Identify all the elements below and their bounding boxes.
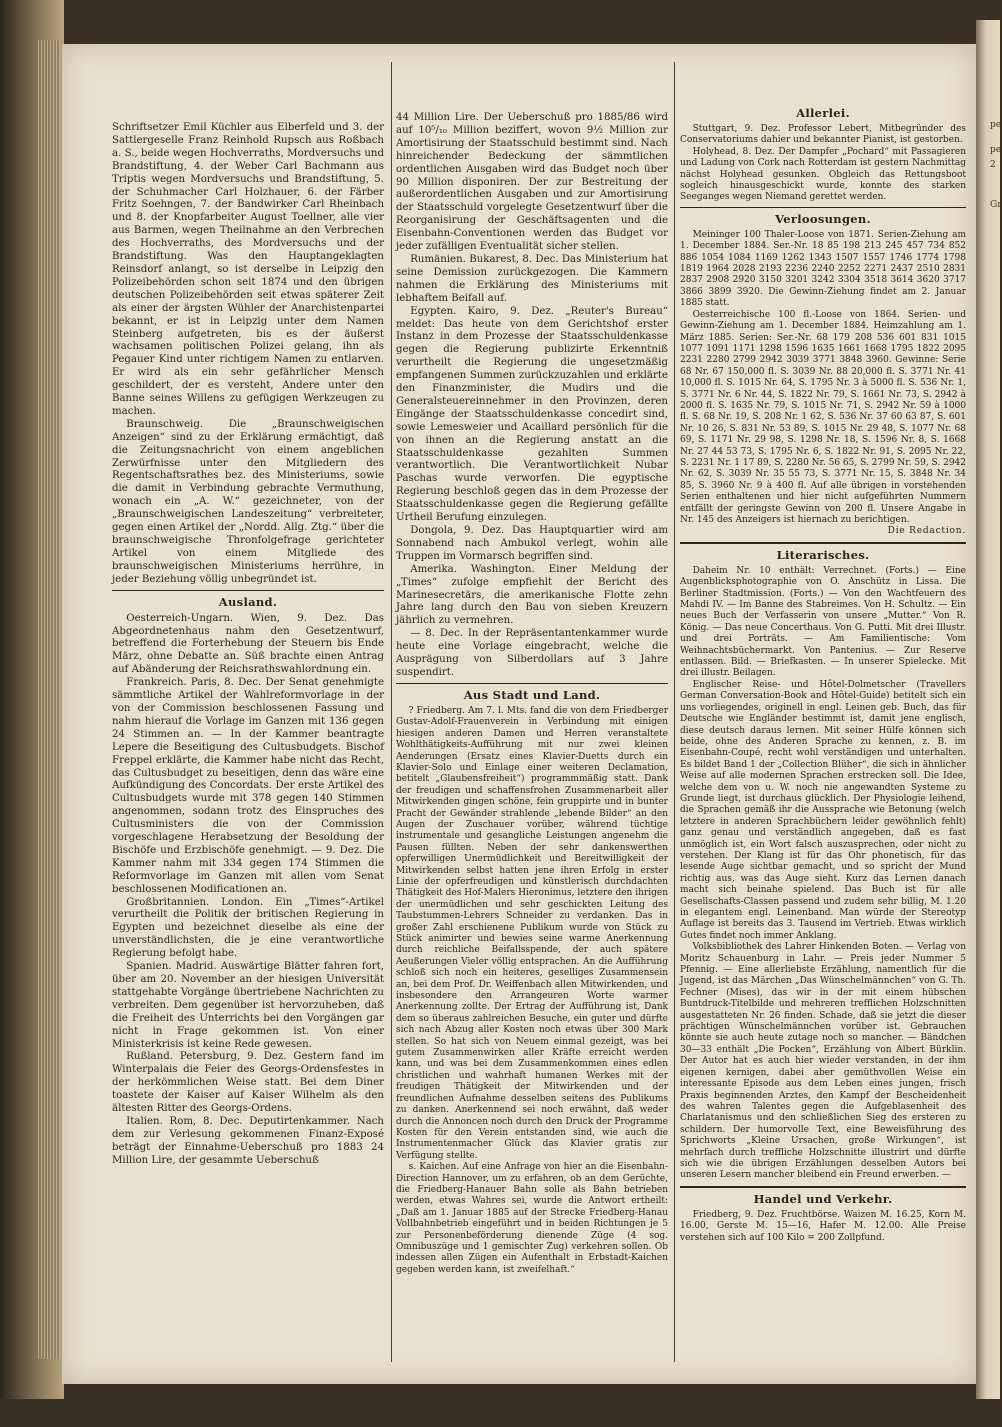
article-kaichen: s. Kaichen. Auf eine Anfrage von hier an die Eisenbahn-Direction Hannover, um zu erfahren, ob an dem Gerüchte, die Friedberg-Hanauer Bahn solle als Bahn betrieben werden, etwas Wahres sei, wurde die Antwort ertheilt: „Daß am 1. Januar 1885 auf der Strecke Friedberg-Hanau Vollbahnbetrieb eingeführt und in beiden Richtungen je 5 zur Personenbeförderung dienende Züge (4 sog. Omnibuszüge und 1 gemischter Zug) verkehren sollen. Ob indessen allen Zügen ein Aufenthalt in Erbstadt-Kaichen gegeben werden kann, ist zweifelhaft.“ xyxy=(396,1162,668,1275)
adjacent-page-edge xyxy=(976,20,1000,1399)
article-dongola: Dongola, 9. Dez. Das Hauptquartier wird am Sonnabend nach Ambukol verlegt, wohin alle Truppen im Vormarsch begriffen sind. xyxy=(396,525,668,562)
article-stuttgart: Stuttgart, 9. Dez. Professor Lebert, Mitbegründer des Conservatoriums dahier und bekannter Pianist, ist gestorben. xyxy=(680,124,966,146)
editorial-signature: Die Redaction. xyxy=(887,526,966,537)
article-fruchtboerse: Friedberg, 9. Dez. Fruchtbörse. Waizen M. 16.25, Korn M. 16.00, Gerste M. 15—16, Hafer M. 12.00. Alle Preise verstehen sich auf 100 Kilo = 200 Zollpfund. xyxy=(680,1209,966,1243)
review-volksbibliothek: Volksbibliothek des Lahrer Hinkenden Boten. — Verlag von Moritz Schauenburg in Lahr. — Preis jeder Nummer 5 Pfennig. — Eine allerliebste Erzählung, namentlich für die Jugend, ist das Märchen „Das Wünschelmännchen“ von G. Th. Fechner (Mises), das wir in der mit einem hübschen Buntdruck-Titelbilde und mehreren trefflichen Holzschnitten ausgestatteten Nr. 26 finden. Schade, daß sie jetzt die dieser prächtigen Wünschelmännchen vorüber ist. Gebrauchen könnte sie auch heute zutage noch so mancher. — Bändchen 30—33 enthält „Die Pocken“, Erzählung von Albert Bürklin. Der Autor hat es auch hier wieder verstanden, in der ihm eigenen kernigen, dabei aber gemüthvollen Weise ein interessante Episode aus dem Leben eines jungen, frisch Praxis beginnenden Arztes, den Kampf der Bescheidenheit des wahren Talentes gegen die Aufgeblasenheit des Charlatanismus und den schließlichen Sieg des ersteren zu schildern. Der humorvolle Text, eine Beweisführung des Sprichworts „Kleine Ursachen, große Wirkungen“, ist mehrfach durch treffliche Holzschnitte illustrirt und dürfte sich wie die übrigen Erzählungen desselben Autors bei unseren Lesern mancher bleibend ein Freund erwerben. — xyxy=(680,942,966,1181)
article-oesterreich: Oesterreich-Ungarn. Wien, 9. Dez. Das Abgeordnetenhaus nahm den Gesetzentwurf, betreffend die Forterhebung der Steuern bis Ende März, ohne Debatte an. Süß brachte einen Antrag auf Abänderung der Reichsrathswahlordnung ein. xyxy=(112,612,384,676)
article-amerika: Amerika. Washington. Einer Meldung der „Times“ zufolge empfiehlt der Bericht des Marinesecretärs, die amerikanische Flotte zehn Jahre lang durch den Bau von sieben Kreuzern jährlich zu vermehren. xyxy=(396,563,668,627)
divider xyxy=(680,1186,966,1188)
adjacent-text: pe xyxy=(990,145,1002,155)
adjacent-text: pe xyxy=(990,120,1002,130)
column-2 xyxy=(396,112,668,1367)
article-spanien: Spanien. Madrid. Auswärtige Blätter fahren fort, über am 20. November an der hiesigen Universität stattgehabte Vorgänge übertriebene Nachrichten zu verbreiten. Dem gegenüber ist hervorzuheben, daß die Freiheit des Unterrichts bei den Vorgängen gar nicht in Frage gekommen ist. Von einer Ministerkrisis ist keine Rede gewesen. xyxy=(112,961,384,1050)
article-rumaenien: Rumänien. Bukarest, 8. Dec. Das Ministerium hat seine Demission zurückgezogen. Die Kammern nahmen die Erklärung des Ministeriums mit lebhaftem Beifall auf. xyxy=(396,253,668,304)
divider xyxy=(680,207,966,208)
column-separator xyxy=(391,62,392,1362)
article-holyhead: Holyhead, 8. Dez. Der Dampfer „Pochard“ mit Passagieren und Ladung von Cork nach Rotterdam ist gestern Nachmittag nächst Holyhead gesunken. Obgleich das Rettungsboot sogleich hinausgeschickt wurde, konnte des starken Seeganges wegen Niemand gerettet werden. xyxy=(680,146,966,203)
section-heading-allerlei: Allerlei. xyxy=(796,106,850,120)
article-amerika-2: — 8. Dec. In der Repräsentantenkammer wurde heute eine Vorlage eingebracht, welche die Ausprägung von Silberdollars auf 3 Jahre suspendirt. xyxy=(396,628,668,678)
column-1 xyxy=(112,122,384,1427)
article-continuation: Schriftsetzer Emil Küchler aus Elberfeld und 3. der Sattlergeselle Franz Reinhold Rupsch aus Roßbach a. S., beide wegen Hochverraths, Mordversuchs und Brandstiftung, 4. der Weber Carl Bachmann aus Triptis wegen Mordversuchs und Brandstiftung, 5. der Schuhmacher Carl Holzhauer, 6. der Färber Fritz Soehngen, 7. der Bandwirker Carl Rheinbach und 8. der Knopfarbeiter August Toellner, alle vier aus Barmen, wegen Theilnahme an den Verbrechen des Hochverraths, des Mordversuchs und der Brandstiftung. Was den Hauptangeklagten Reinsdorf anlangt, so ist derselbe in Leipzig den Polizeibehörden schon seit 1874 und den übrigen deutschen Polizeibehörden seit etwas späterer Zeit als einer der ärgsten Wühler der Anarchistenpartei bekannt, er ist in Leipzig unter dem Namen Steinberg aufgetreten, bis es der äußerst wachsamen politischen Polizei gelang, ihn als Pegauer Kind unter richtigem Namen zu entlarven. Er wird als ein sehr gefährlicher Mensch geschildert, der es versteht, Andere unter den Banne seines Willens zu gefügigen Werkzeugen zu machen. xyxy=(112,122,384,417)
book-left-page-stack xyxy=(0,0,64,1399)
review-daheim: Daheim Nr. 10 enthält: Verrechnet. (Forts.) — Eine Augenblicksphotographie von O. Anschütz in Lissa. Die Berliner Stadtmission. (Forts.) — Von den Wachtfeuern des Mahdi IV. — Im Banne des Stabreimes. Von H. Schultz. — Ein neues Buch der Verfasserin von unsere „Mutter.“ Von R. König. — Das neue Concerthaus. Von G. Putti. Mit drei Illustr. und drei Porträts. — Am Familientische: Vom Weihnachtsbüchermarkt. Von Pantenius. — Zur Reserve entlassen. Bild. — Briefkasten. — In unserer Spielecke. Mit drei illustr. Beilagen. xyxy=(680,565,966,679)
article-italien-continued: 44 Million Lire. Der Ueberschuß pro 1885/86 wird auf 10⁵/₁₀ Million beziffert, wovon 9½ Million zur Amortisirung der Staatsschuld bestimmt sind. Nach hinreichender Bedeckung der sämmtlichen ordentlichen Ausgaben wird das Budget noch über 90 Million disponiren. Der zur Bestreitung der außerordentlichen Ausgaben und zur Amortisirung der Staatsschuld vorgelegte Gesetzentwurf über die Reorganisirung der Geschäftsagenten und die Eisenbahn-Conventionen werden das Budget vor jeder zufälligen Eventualität sicher stellen. xyxy=(396,112,668,253)
section-heading-stadt-und-land: Aus Stadt und Land. xyxy=(463,687,601,702)
review-dolmetscher: Englischer Reise- und Hôtel-Dolmetscher (Travellers German Conversation-Book and Hôtel-Guide) betitelt sich ein uns vorliegendes, originell in engl. Leinen geb. Buch, das für Deutsche wie Engländer bestimmt ist, damit jene englisch, diese deutsch daraus lernen. Mit seiner Hülfe können sich beide, ohne des Anderen Sprache zu kennen, z. B. im Eisenbahn-Coupé, recht wohl verständigen und unterhalten. Es bildet Band 1 der „Collection Blüher“, die sich in ähnlicher Weise auf alle modernen Sprachen erstrecken soll. Die Idee, welche dem von u. W. noch nie angewandten Systeme zu Grunde liegt, ist durchaus glücklich. Der Physiologie leihend, die Sprachen gemäß ihr die Aussprache wie Betonung (welch letztere in anderen Sprachbüchern leider gewöhnlich fehlt) ganz genau und verständlich angegeben, daß es fast unmöglich ist, ein Wort falsch auszusprechen, oder nicht zu verstehen. Der Klang ist für das Ohr phonetisch, für das lesende Auge sichtbar gemacht, und so spricht der Mund richtig aus, was das Auge sieht. Kurz das Lernen danach macht sich beinahe spielend. Das Buch ist für alle Gesellschafts-Classen passend und zudem sehr billig, M. 1.20 in elegantem engl. Leinenband. Man würde der Stereotyp Auflage ist bereits das 3. Tausend im Vertrieb. Etwas wirklich Gutes findet noch immer Anklang. xyxy=(680,679,966,941)
page-edges xyxy=(38,40,60,1359)
article-grossbritannien: Großbritannien. London. Ein „Times“-Artikel verurtheilt die Politik der britischen Regierung in Egypten und bezeichnet dieselbe als eine der unverständlichsten, die je eine verantwortliche Regierung befolgt habe. xyxy=(112,896,384,960)
article-egypten: Egypten. Kairo, 9. Dez. „Reuter's Bureau“ meldet: Das heute von dem Gerichtshof erster Instanz in dem Prozesse der Staatsschuldenkasse gegen die Regierung publizirte Erkenntniß verurtheilt die Regierung die ungesetzmäßig empfangenen Summen zurückzuzahlen und erklärte den Finanzminister, die Mudirs und die Generalsteuereinnehmer in den Provinzen, deren Eingänge der Staatsschuldenkasse concedirt sind, sowie Lemesweier und Acaillard persönlich für die von ihnen an die Regierung anstatt an die Staatsschuldenkasse gezahlten Summen verantwortlich. Die Verantwortlichkeit Nubar Paschas wurde verworfen. Die egyptische Regierung beschloß gegen das in dem Prozesse der Staatsschuldenkasse gegen die Regierung gefällte Urtheil Berufung einzulegen. xyxy=(396,305,668,524)
section-heading-literarisches: Literarisches. xyxy=(776,547,870,562)
divider xyxy=(680,542,966,544)
column-separator xyxy=(674,62,675,1362)
column-3 xyxy=(680,102,966,1347)
article-russland: Rußland. Petersburg, 9. Dez. Gestern fand im Winterpalais die Feier des Georgs-Ordensfestes in der herkömmlichen Weise statt. Bei dem Diner toastete der Kaiser auf Kaiser Wilhelm als den ältesten Ritter des Georgs-Ordens. xyxy=(112,1051,384,1115)
article-braunschweig: Braunschweig. Die „Braunschweigischen Anzeigen“ sind zu der Erklärung ermächtigt, daß die Zeitungsnachricht von einem angeblichen Zerwürfnisse unter den Mitgliedern des Regentschaftsrathes bez. des Ministeriums, sowie die damit in Verbindung gebrachte Vermuthung, wonach ein „A. W.“ gezeichneter, von der „Braunschweigischen Landeszeitung“ verbreiteter, gegen einen Artikel der „Nordd. Allg. Ztg.“ über die braunschweigische Thronfolgefrage gerichteter Artikel von einem Mitgliede des braunschweigischen Ministeriums herrühre, in jeder Beziehung völlig unbegründet ist. xyxy=(112,418,384,585)
divider xyxy=(112,590,384,591)
lottery-oesterreich: Oesterreichische 100 fl.-Loose von 1864. Serien- und Gewinn-Ziehung am 1. December 1884. Heimzahlung am 1. März 1885. Serien: Ser.-Nr. 68 179 208 536 601 831 1015 1077 1091 1171 1298 1596 1635 1661 1668 1795 1822 2095 2231 2280 2799 2942 3039 3771 3848 3960. Gewinne: Serie 68 Nr. 67 150,000 fl. S. 3039 Nr. 88 20,000 fl. S. 3771 Nr. 41 10,000 fl. S. 1015 Nr. 64, S. 1795 Nr. 3 à 5000 fl. S. 536 Nr. 1, S. 3771 Nr. 6 Nr. 44, S. 1822 Nr. 79, S. 1661 Nr. 73, S. 2942 à 2000 fl. S. 1635 Nr. 79, S. 1015 Nr. 71, S. 2942 Nr. 59 à 1000 fl. S. 68 Nr. 19, S. 208 Nr. 1 62, S. 536 Nr. 37 60 63 87, S. 601 Nr. 10 26, S. 831 Nr. 53 89, S. 1015 Nr. 29 48, S. 1077 Nr. 68 69, S. 1171 Nr. 29 98, S. 1298 Nr. 18, S. 1596 Nr. 8, S. 1668 Nr. 27 44 53 73, S. 1795 Nr. 6, S. 1822 Nr. 91, S. 2095 Nr. 22, S. 2231 Nr. 1 17 89, S. 2280 Nr. 56 65, S. 2799 Nr. 59, S. 2942 Nr. 62, S. 3039 Nr. 35 55 73, S. 3771 Nr. 15, S. 3848 Nr. 34 85, S. 3960 Nr. 9 à 400 fl. Auf alle übrigen in vorstehenden Serien enthaltenen und hier nicht aufgeführten Nummern entfällt der geringste Gewinn von 200 fl. Unsere Angabe in Nr. 145 des Anzeigers ist hiernach zu berichtigen. xyxy=(680,309,966,525)
divider xyxy=(396,683,668,684)
adjacent-text: Gr xyxy=(990,200,1002,210)
adjacent-text: 2 xyxy=(990,160,996,170)
section-heading-verloosungen: Verloosungen. xyxy=(775,211,871,226)
lottery-meininger: Meininger 100 Thaler-Loose von 1871. Serien-Ziehung am 1. December 1884. Ser.-Nr. 18 85 198 213 245 457 734 852 886 1054 1084 1169 1262 1343 1507 1557 1746 1774 1798 1819 1964 2028 2193 2236 2240 2252 2271 2437 2510 2831 2837 2908 2920 3150 3201 3242 3304 3518 3614 3620 3717 3866 3899 3920. Die Gewinn-Ziehung findet am 2. Januar 1885 statt. xyxy=(680,229,966,309)
article-friedberg: ? Friedberg. Am 7. l. Mts. fand die von dem Friedberger Gustav-Adolf-Frauenverein in Verbindung mit einigen hiesigen anderen Damen und Herren veranstaltete Wohlthätigkeits-Aufführung mit nur zwei kleinen Aenderungen (Ersatz eines Klavier-Duetts durch ein Klavier-Solo und Einlage einer weiteren Declamation, betitelt „Glaubensfreiheit“) programmmäßig statt. Dank der freudigen und schaffensfrohen Zusammenarbeit aller Mitwirkenden gingen schöne, fein gruppirte und in bunter Pracht der Gewänder strahlende „lebende Bilder“ an den Augen der Zuschauer vorüber, während tüchtige instrumentale und gesangliche Leistungen angenehm die Pausen füllten. Neben der sehr dankenswerthen opferwilligen Unermüdlichkeit und Bereitwilligkeit der Mitwirkenden selbst hatten jene ihren Erfolg in erster Linie der opferfreudigen und künstlerisch durchdachten Thätigkeit des Hof-Malers Hieronimus, letztere den ihrigen der unermüdlichen und sehr geschickten Leitung des Taubstummen-Lehrers Schneider zu verdanken. Das in großer Zahl erschienene Publikum wurde von Stück zu Stück animirter und bewies seine warme Anerkennung durch reichliche Beifallsspende, der auch spätere Aeußerungen Vieler völlig entsprachen. An die Aufführung schloß sich noch ein heiteres, geselliges Zusammensein an, bei dem Prof. Dr. Weiffenbach allen Mitwirkenden, und insbesondere den Arrangeuren Worte warmer Anerkennung zollte. Der Ertrag der Aufführung ist, Dank dem so überaus zahlreichen Besuche, ein guter und dürfte sich nach Abzug aller Kosten noch etwas über 300 Mark stellen. So hat sich von Neuem einmal gezeigt, was bei gutem Zusammenwirken aller Kräfte erreicht werden kann, und was bei dem Zusammenkommen eines edlen christlichen und wahrhaft humanen Werkes mit der freudigen Thätigkeit der Mitwirkenden und der freundlichen Aufnahme desselben seitens des Publikums zu danken. Anerkennend sei noch erwähnt, daß weder durch die Annoncen noch durch den Druck der Programme Kosten für den Verein entstanden sind, wie auch die Instrumentenmacher Glück das Klavier gratis zur Verfügung stellte. xyxy=(396,705,668,1161)
section-heading-ausland: Ausland. xyxy=(218,594,278,609)
section-heading-handel: Handel und Verkehr. xyxy=(753,1191,893,1206)
article-frankreich: Frankreich. Paris, 8. Dec. Der Senat genehmigte sämmtliche Artikel der Wahlreformvorlage in der von der Commission beschlossenen Fassung und nahm hierauf die Vorlage im Ganzen mit 136 gegen 24 Stimmen an. — In der Kammer beantragte Lepere die Beseitigung des Cultusbudgets. Bischof Freppel erklärte, die Kammer habe nicht das Recht, das Cultusbudget zu beseitigen, denn das wäre eine Aufkündigung des Concordats. Der erste Artikel des Cultusbudgets wurde mit 378 gegen 140 Stimmen angenommen, sodann trotz des Einspruches des Cultusministers die von der Commission vorgeschlagene Herabsetzung der Besoldung der Bischöfe und Erzbischöfe genehmigt. — 9. Dez. Die Kammer nahm mit 334 gegen 174 Stimmen die Reformvorlage im Ganzen mit allen vom Senat beschlossenen Modificationen an. xyxy=(112,677,384,895)
article-italien: Italien. Rom, 8. Dec. Deputirtenkammer. Nach dem zur Verlesung gekommenen Finanz-Exposé beträgt der Einnahme-Ueberschuß pro 1883 24 Million Lire, der gesammte Ueberschuß xyxy=(112,1115,384,1166)
